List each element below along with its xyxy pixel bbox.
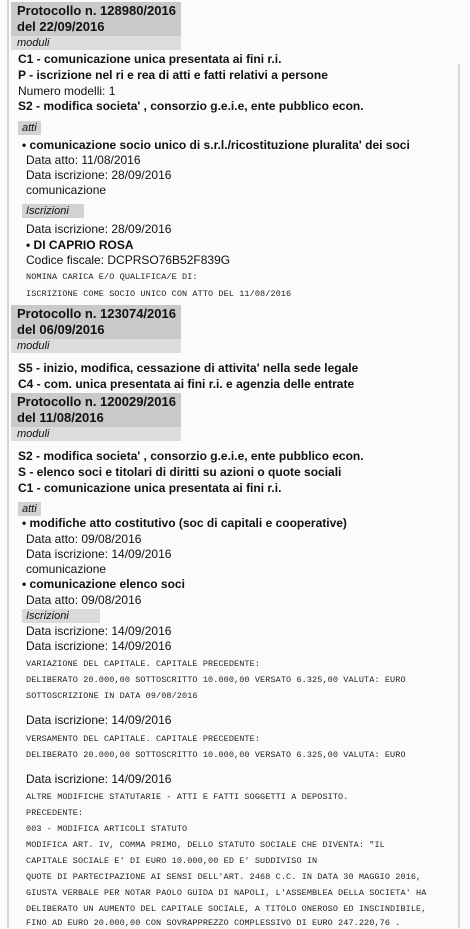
note-line: DELIBERATO UN AUMENTO DEL CAPITALE SOCIALE, A TITOLO ONEROSO ED INSCINDIBILE, — [26, 904, 427, 914]
protocol-date: del 22/09/2016 — [17, 19, 105, 34]
iscrizione-date: Data iscrizione: 14/09/2016 — [26, 713, 172, 727]
iscrizioni-label: Iscrizioni — [22, 204, 84, 218]
atto-type: comunicazione — [26, 183, 107, 197]
note-line: FINO AD EURO 20.000,00 CON SOVRAPPREZZO COMPLESSIVO DI EURO 247.220,76 . — [26, 918, 401, 928]
left-rule — [7, 0, 9, 928]
modulo-item: S5 - inizio, modifica, cessazione di attivita' nella sede legale — [18, 361, 359, 375]
modulo-item: S2 - modifica societa' , consorzio g.e.i.e, ente pubblico econ. — [18, 449, 364, 463]
note-line: GIUSTA VERBALE PER NOTAR PAOLO GUIDA DI NAPOLI, L'ASSEMBLEA DELLA SOCIETA' HA — [26, 888, 427, 898]
modulo-item: C1 - comunicazione unica presentata ai fini r.i. — [18, 52, 282, 66]
note-line: ALTRE MODIFICHE STATUTARIE - ATTI E FATTI SOGGETTI A DEPOSITO. — [26, 792, 349, 802]
iscrizione-date: Data iscrizione: 28/09/2016 — [26, 222, 172, 236]
protocol-header — [11, 393, 181, 441]
iscrizioni-label: Iscrizioni — [22, 609, 100, 623]
note-line: NOMINA CARICA E/O QUALIFICA/E DI: — [26, 272, 198, 282]
note-line: QUOTE DI PARTECIPAZIONE AI SENSI DELL'ART. 2468 C.C. IN DATA 30 MAGGIO 2016, — [26, 872, 422, 882]
atto-date: Data atto: 09/08/2016 — [26, 532, 142, 546]
atti-label: atti — [18, 121, 41, 135]
note-line: MODIFICA ART. IV, COMMA PRIMO, DELLO STATUTO SOCIALE CHE DIVENTA: "IL — [26, 840, 385, 850]
iscrizione-date: Data iscrizione: 14/09/2016 — [26, 624, 172, 638]
protocol-date: del 11/08/2016 — [17, 410, 104, 425]
note-line: ISCRIZIONE COME SOCIO UNICO CON ATTO DEL 11/08/2016 — [26, 289, 292, 299]
atto-type: comunicazione — [26, 562, 107, 576]
atto-title: • comunicazione elenco soci — [22, 577, 185, 591]
moduli-label: moduli — [11, 427, 181, 441]
iscrizione-date: Data iscrizione: 14/09/2016 — [26, 639, 172, 653]
note-line: CAPITALE SOCIALE E' DI EURO 10.000,00 ED E' SUDDIVISO IN — [26, 856, 318, 866]
note-line: 003 - MODIFICA ARTICOLI STATUTO — [26, 824, 188, 834]
protocol-number: Protocollo n. 128980/2016 — [17, 3, 176, 18]
modulo-item: S - elenco soci e titolari di diritti su azioni o quote sociali — [18, 465, 342, 479]
modulo-item: C1 - comunicazione unica presentata ai fini r.i. — [18, 481, 282, 495]
note-line: VERSAMENTO DEL CAPITALE. CAPITALE PRECEDENTE: — [26, 734, 261, 744]
atto-iscrizione: Data iscrizione: 14/09/2016 — [26, 547, 172, 561]
iscrizione-date: Data iscrizione: 14/09/2016 — [26, 772, 172, 786]
atto-iscrizione: Data iscrizione: 28/09/2016 — [26, 168, 172, 182]
atti-label: atti — [18, 502, 41, 516]
moduli-label: moduli — [11, 339, 181, 353]
right-rule — [458, 64, 460, 928]
protocol-header — [11, 305, 181, 353]
person-name: • DI CAPRIO ROSA — [26, 238, 134, 252]
note-line: DELIBERATO 20.000,00 SOTTOSCRITTO 10.000,00 VERSATO 6.325,00 VALUTA: EURO — [26, 675, 406, 685]
protocol-number: Protocollo n. 120029/2016 — [17, 394, 176, 409]
atto-title: • comunicazione socio unico di s.r.l./ricostituzione pluralita' dei soci — [22, 138, 410, 152]
modulo-item: P - iscrizione nel ri e rea di atti e fatti relativi a persone — [18, 68, 328, 82]
codice-fiscale: Codice fiscale: DCPRSO76B52F839G — [26, 253, 231, 267]
note-line: VARIAZIONE DEL CAPITALE. CAPITALE PRECEDENTE: — [26, 659, 261, 669]
atto-title: • modifiche atto costitutivo (soc di capitali e cooperative) — [22, 516, 347, 530]
modulo-item: S2 - modifica societa' , consorzio g.e.i.e, ente pubblico econ. — [18, 99, 364, 113]
atto-date: Data atto: 09/08/2016 — [26, 593, 142, 607]
protocol-number: Protocollo n. 123074/2016 — [17, 306, 176, 321]
note-line: DELIBERATO 20.000,00 SOTTOSCRITTO 10.000,00 VERSATO 6.325,00 VALUTA: EURO — [26, 750, 406, 760]
atto-date: Data atto: 11/08/2016 — [26, 153, 141, 167]
protocol-date: del 06/09/2016 — [17, 322, 105, 337]
note-line: SOTTOSCRIZIONE IN DATA 09/08/2016 — [26, 691, 198, 701]
moduli-label: moduli — [11, 36, 181, 50]
protocol-header — [11, 2, 181, 50]
note-line: PRECEDENTE: — [26, 808, 84, 818]
modulo-item: C4 - com. unica presentata ai fini r.i. e agenzia delle entrate — [18, 377, 355, 391]
modulo-count: Numero modelli: 1 — [18, 84, 116, 98]
